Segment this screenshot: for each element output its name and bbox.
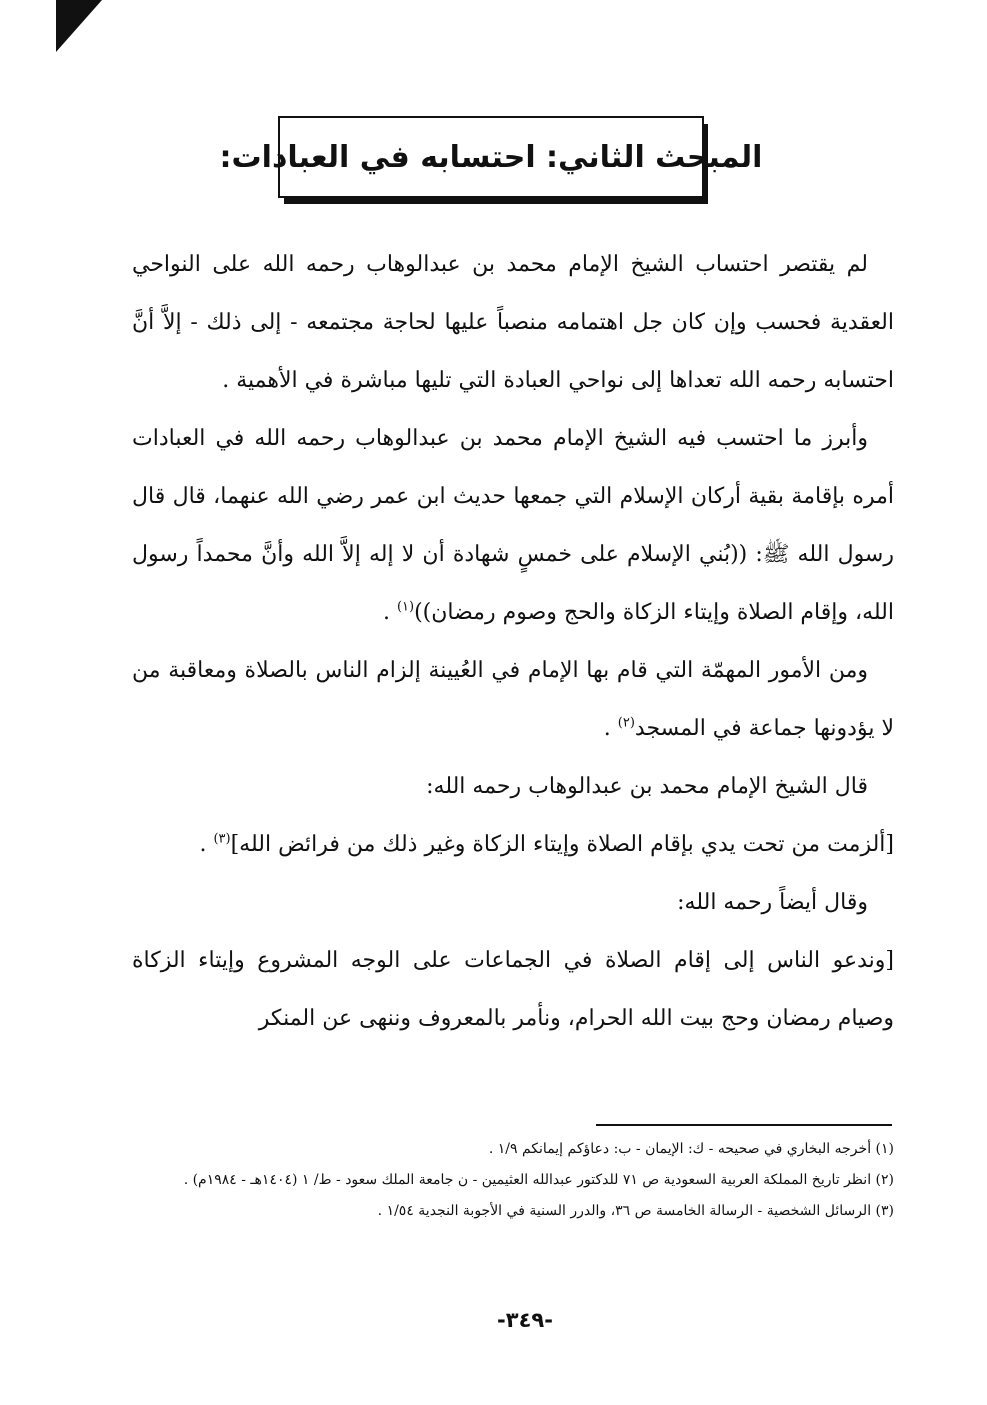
paragraph-hadith [132, 410, 894, 642]
quote-intro-1-text: قال الشيخ الإمام محمد بن عبدالوهاب رحمه الله: [426, 774, 868, 799]
quote-1-end: . [199, 832, 214, 857]
footnote-separator [596, 1124, 892, 1126]
section-heading: المبحث الثاني: احتسابه في العبادات: [219, 139, 763, 175]
quote-intro-2-text: وقال أيضاً رحمه الله: [677, 890, 868, 915]
paragraph-prayer [132, 642, 894, 758]
quote-2-text: [وندعو الناس إلى إقام الصلاة في الجماعات على الوجه المشروع وإيتاء الزكاة وصيام رمضان وحج بيت الله الحرام، ونأمر بالمعروف وننهى عن المنكر [132, 948, 894, 1031]
footnote-ref-2: (٢) [617, 715, 635, 731]
heading-frame [219, 116, 763, 198]
paragraph-quote-2 [132, 932, 894, 1048]
footnote-ref-3: (٣) [213, 831, 231, 847]
footnote-ref-1: (١) [396, 599, 415, 615]
main-text [132, 236, 894, 1048]
paragraph-quote-intro-2 [132, 874, 894, 932]
paragraph-quote-1 [132, 816, 894, 874]
footnote-3: (٣) الرسائل الشخصية - الرسالة الخامسة ص ٣٦، والدرر السنية في الأجوبة النجدية ١/٥٤ . [377, 1203, 894, 1219]
heading-box [219, 116, 763, 204]
paragraph-quote-intro-1 [132, 758, 894, 816]
paragraph-hadith-text: وأبرز ما احتسب فيه الشيخ الإمام محمد بن عبدالوهاب رحمه الله في العبادات أمره بإقامة بقية أركان الإسلام التي جمعها حديث ابن عمر رضي الله عنهما، قال قال رسول الله ﷺ: ((بُني الإسلام على خمسٍ شهادة أن لا إله إلاَّ الله وأنَّ محمداً رسول الله، وإقام الصلاة وإيتاء الزكاة والحج وصوم رمضان)) [132, 426, 894, 625]
footnote-2: (٢) انظر تاريخ المملكة العربية السعودية ص ٧١ للدكتور عبدالله العثيمين - ن جامعة الملك سعود - ط/ ١ (١٤٠٤هـ - ١٩٨٤م) . [183, 1172, 894, 1188]
paragraph-intro [132, 236, 894, 410]
paragraph-intro-text: لم يقتصر احتساب الشيخ الإمام محمد بن عبدالوهاب رحمه الله على النواحي العقدية فحسب وإن كان جل اهتمامه منصباً عليها لحاجة مجتمعه - إلى ذلك - إلاَّ أنَّ احتسابه رحمه الله تعداها إلى نواحي العبادة التي تليها مباشرة في الأهمية . [132, 252, 894, 393]
paragraph-hadith-end: . [382, 600, 397, 625]
page-number: -٣٤٩- [497, 1308, 553, 1332]
footnotes [140, 1134, 894, 1227]
footnote-1: (١) أخرجه البخاري في صحيحه - ك: الإيمان - ب: دعاؤكم إيمانكم ١/٩ . [488, 1141, 894, 1157]
quote-1-text: [ألزمت من تحت يدي بإقام الصلاة وإيتاء الزكاة وغير ذلك من فرائض الله] [230, 832, 894, 857]
corner-scan-mark [56, 0, 102, 52]
paragraph-prayer-end: . [603, 716, 618, 741]
paragraph-prayer-text: ومن الأمور المهمّة التي قام بها الإمام في العُيينة إلزام الناس بالصلاة ومعاقبة من لا يؤدونها جماعة في المسجد [132, 658, 894, 741]
